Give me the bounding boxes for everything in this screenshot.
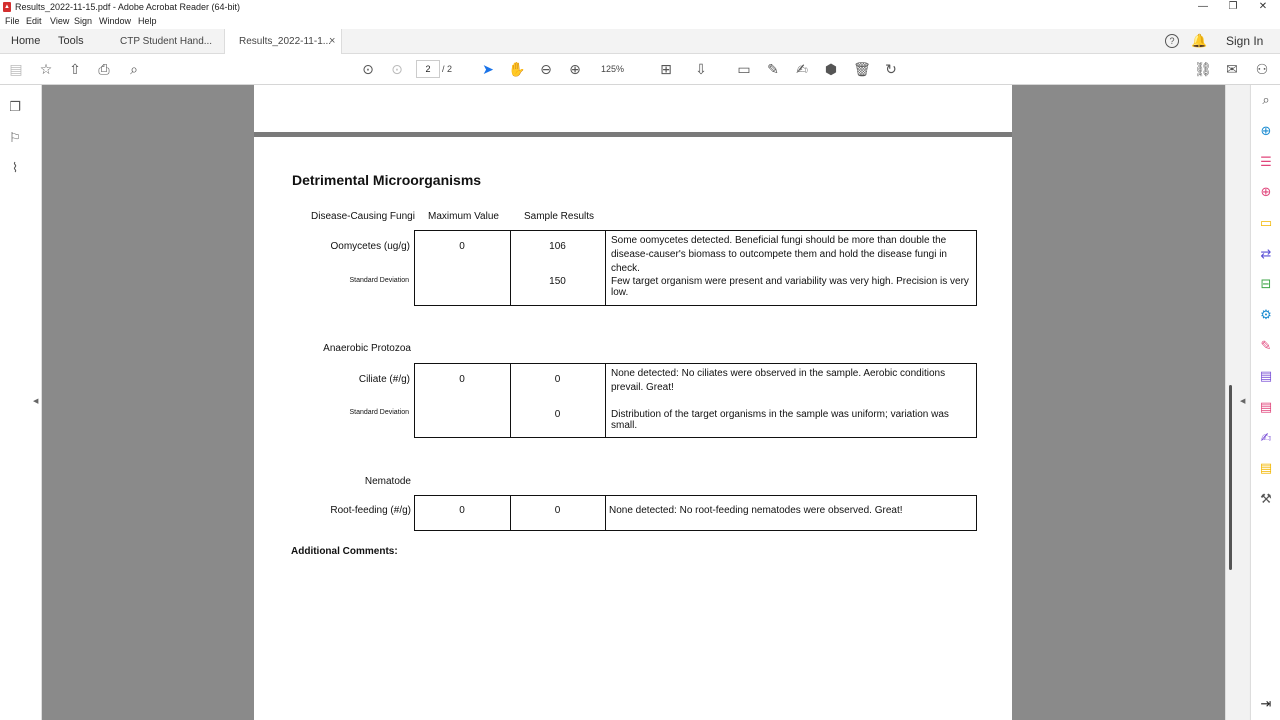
minimize-button[interactable]: — [1198,1,1208,12]
group-header-protozoa: Anaerobic Protozoa [323,343,411,354]
zoom-value: 125% [601,64,625,74]
upload-icon[interactable]: ⇧ [69,61,81,77]
help-icon[interactable]: ? [1165,34,1179,48]
compress-icon[interactable]: ⚙ [1260,307,1272,322]
additional-comments-heading: Additional Comments: [291,546,398,557]
document-tab-active[interactable]: Results_2022-11-1... [224,29,342,54]
menu-window[interactable]: Window [99,16,132,26]
notification-bell-icon[interactable]: 🔔 [1191,33,1208,48]
zoom-out-icon[interactable]: ⊖ [540,61,552,77]
page-fit-icon[interactable]: ⊞ [660,61,672,77]
scrollbar-thumb[interactable] [1229,385,1232,570]
menu-bar [0,15,1280,29]
menu-file[interactable]: File [5,16,20,26]
row-label-std-dev-protozoa: Standard Deviation [349,409,409,416]
close-tab-icon[interactable]: × [329,35,336,47]
page-number-input[interactable]: 2 [416,60,440,78]
save-icon[interactable]: ▤ [9,61,23,77]
max-value-oomycetes: 0 [459,241,465,252]
menu-view[interactable]: View [50,16,70,26]
find-icon[interactable]: ⌕ [130,61,138,77]
row-label-std-dev: Standard Deviation [349,277,409,284]
print-icon[interactable]: ⎙ [98,61,110,77]
word-export-icon[interactable]: ▤ [1259,399,1273,414]
more-tools-icon[interactable]: ⚒ [1260,491,1272,506]
excel-export-icon[interactable]: ⊟ [1260,276,1272,291]
row-label-oomycetes: Oomycetes (ug/g) [330,241,410,252]
collapse-tools-icon[interactable]: ⇥ [1260,696,1272,711]
expand-left-pane-icon[interactable]: ◀ [33,398,39,405]
menu-sign[interactable]: Sign [74,16,93,26]
window-title: Results_2022-11-15.pdf - Adobe Acrobat Reader (64-bit) [15,2,240,12]
document-tab[interactable]: CTP Student Hand... [120,36,213,47]
tab-bar [0,29,1280,54]
page-total: / 2 [442,64,453,74]
comment-tool-icon[interactable]: ▭ [1259,215,1273,230]
header-max-value: Maximum Value [428,211,499,222]
sign-tool-icon[interactable]: ✍ [796,61,808,77]
scroll-mode-icon[interactable]: ⇩ [695,61,707,77]
protect-icon[interactable]: ▤ [1259,368,1273,383]
page-1-bottom [254,85,1012,132]
send-for-review-icon[interactable]: ▤ [1259,460,1273,475]
comment-icon[interactable]: ▭ [737,61,751,77]
header-sample-results: Sample Results [524,211,595,222]
select-tool-icon[interactable]: ➤ [482,61,494,77]
table-divider [605,363,606,438]
row-label-ciliate: Ciliate (#/g) [358,374,410,385]
fill-sign-icon[interactable]: ⬢ [824,61,838,77]
zoom-in-icon[interactable]: ⊕ [569,61,581,77]
highlight-icon[interactable]: ✎ [767,61,779,77]
comment-std-dev-protozoa: Distribution of the target organisms in the sample was uniform; variation was small. [611,409,949,431]
max-value-root-feeding: 0 [459,505,465,516]
organize-pages-icon[interactable]: ☰ [1260,154,1272,169]
close-window-button[interactable]: ✕ [1258,1,1268,12]
sample-result-ciliate: 0 [554,374,561,385]
share-link-icon[interactable]: ⛓ [1194,61,1212,77]
left-navigation-pane [0,85,42,720]
fill-sign-tool-icon[interactable]: ✍ [1260,430,1272,445]
edit-pdf-icon[interactable]: ⊕ [1260,184,1272,199]
group-header-fungi: Disease-Causing Fungi [311,211,415,222]
hand-tool-icon[interactable]: ✋ [508,61,526,77]
previous-page-icon[interactable]: ⊙ [362,61,374,77]
zoom-dropdown[interactable] [597,60,643,78]
section-title: Detrimental Microorganisms [292,172,482,188]
menu-edit[interactable]: Edit [26,16,42,26]
acrobat-logo-icon: ▲ [4,4,10,10]
maximize-button[interactable]: ❐ [1228,1,1238,12]
export-pdf-icon[interactable]: ⇄ [1260,246,1272,261]
comment-ciliate: None detected: No ciliates were observed in the sample. Aerobic conditions prevail. Great! [611,368,946,393]
rotate-icon[interactable]: ↻ [885,61,897,77]
email-icon[interactable]: ✉ [1226,61,1238,77]
max-value-ciliate: 0 [459,374,465,385]
delete-icon[interactable]: 🗑 [853,61,871,77]
table-divider [605,495,606,531]
sample-result-std-dev-protozoa: 0 [554,409,561,420]
sample-result-root-feeding: 0 [554,505,561,516]
star-icon[interactable]: ☆ [39,61,53,77]
comment-std-dev: Few target organism were present and variability was very high. Precision is very low. [611,276,969,298]
tools-pane [1250,85,1280,720]
next-page-icon[interactable]: ⊙ [391,61,403,77]
sample-result-oomycetes: 106 [549,241,566,252]
group-header-nematode: Nematode [364,476,411,487]
collapse-right-pane-icon[interactable]: ◀ [1240,398,1246,405]
row-label-root-feeding: Root-feeding (#/g) [330,505,411,516]
bookmark-icon[interactable]: ⚐ [9,130,21,145]
home-tab[interactable]: Home [11,35,41,47]
title-bar [0,0,1280,15]
account-share-icon[interactable]: ⚇ [1255,61,1269,77]
comment-root-feeding: None detected: No root-feeding nematodes were observed. Great! [609,505,903,516]
sign-in-link[interactable]: Sign In [1226,34,1264,48]
menu-help[interactable]: Help [138,16,157,26]
create-pdf-icon[interactable]: ⊕ [1260,123,1272,138]
attachment-icon[interactable]: ⌇ [11,160,19,175]
comment-oomycetes: Some oomycetes detected. Beneficial fungi should be more than double the disease-causer's biomass to outcompete them and hold the disease fungi in check. [611,235,947,274]
search-icon[interactable]: ⌕ [1262,92,1270,107]
table-divider [605,230,606,306]
pages-icon[interactable]: ❐ [9,99,21,114]
sign-icon[interactable]: ✎ [1260,338,1272,353]
tools-tab[interactable]: Tools [58,35,84,47]
sample-result-std-dev: 150 [549,276,566,287]
